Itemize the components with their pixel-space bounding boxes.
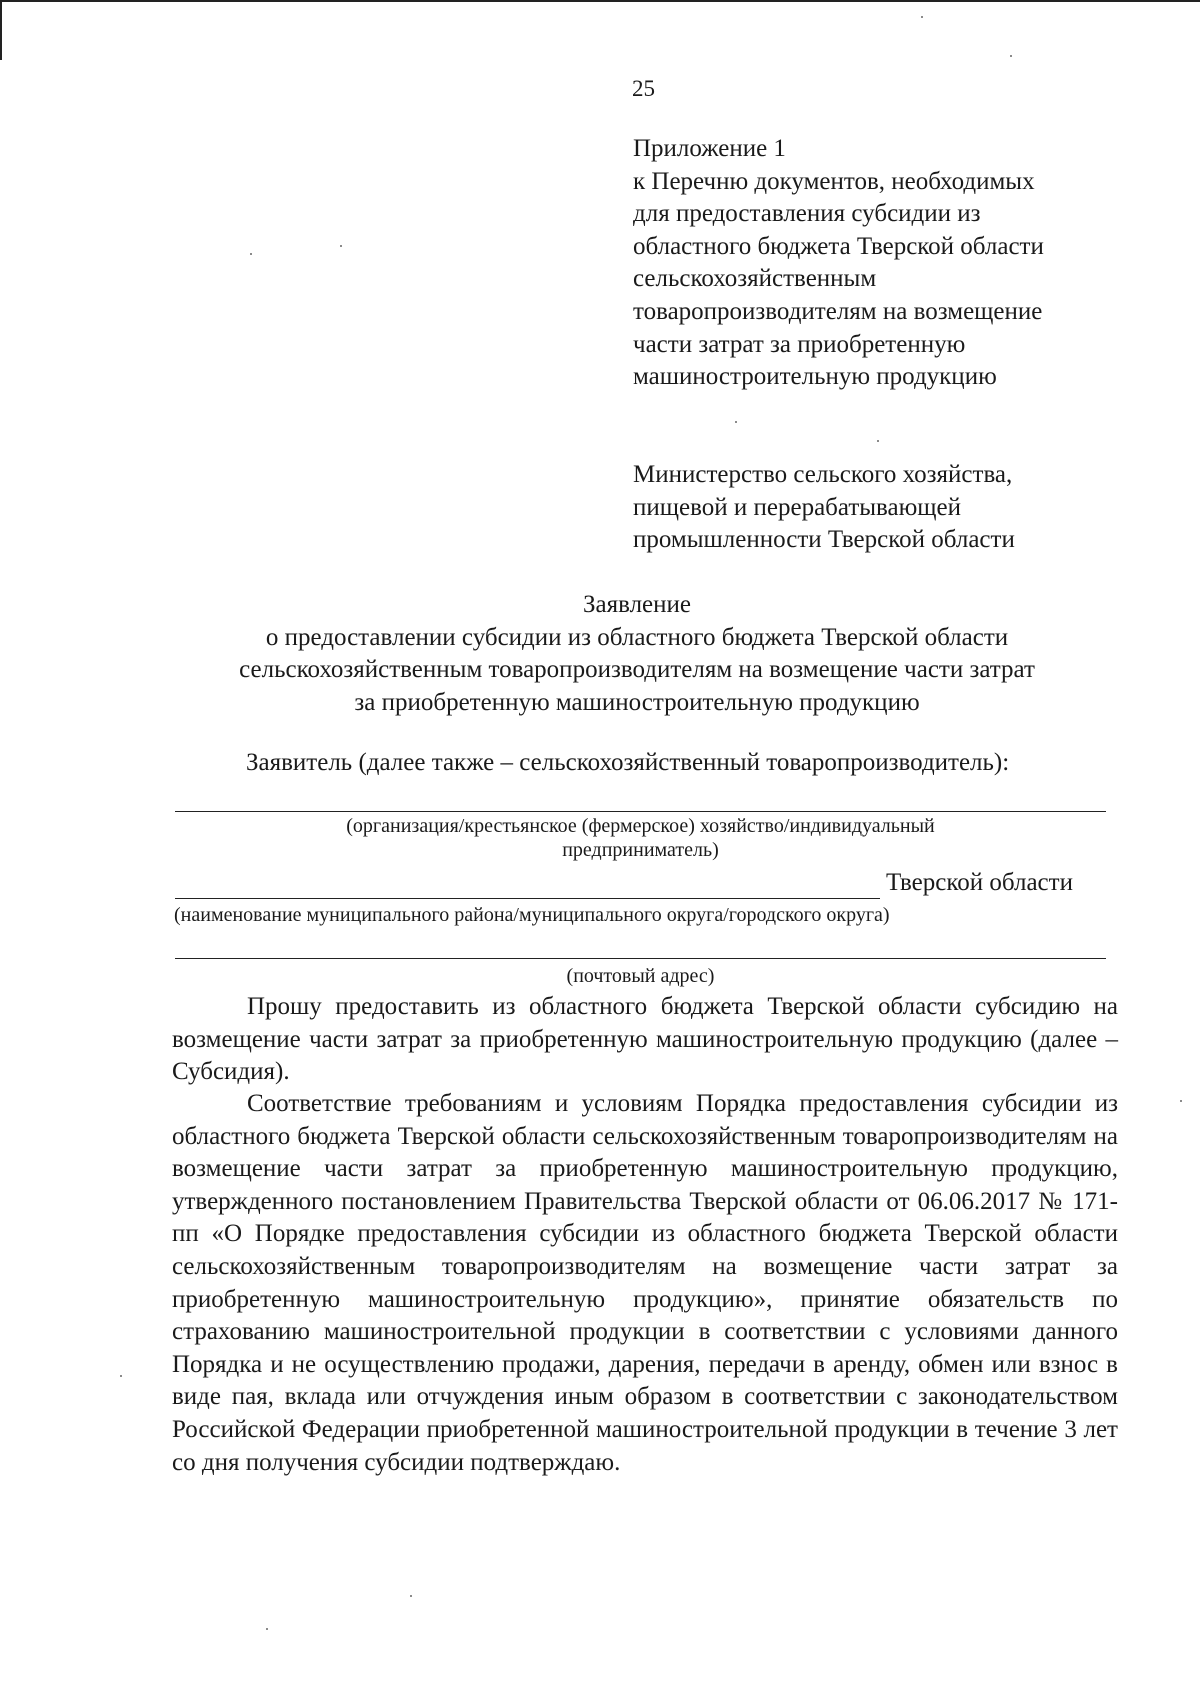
addressee-line: пищевой и перерабатывающей [633, 493, 962, 521]
compliance-paragraph: Соответствие требованиям и условиям Порядка предоставления субсидии из областного бюджета Тверской области сельскохозяйственным товаропроизводителям на возмещение части затрат за приобретенную машиностроительную продукцию, утвержденного постановлением Правительства Тверской области от 06.06.2017 № 171-пп «О Порядке предоставления субсидии из областного бюджета Тверской области сельскохозяйственным товаропроизводителям на возмещение части затрат за приобретенную машиностроительную продукцию», принятие обязательств по страхованию машиностроительной продукции в соответствии с условиями данного Порядка и не осуществлению продажи, дарения, передачи в аренду, обмен или взнос в виде пая, вклада или отчуждения иным образом в соответствии с законодательством Российской Федерации приобретенной машиностроительной продукции в течение 3 лет со дня получения субсидии подтверждаю. [172, 1090, 1118, 1476]
municipality-field-line[interactable] [175, 898, 880, 899]
request-paragraph: Прошу предоставить из областного бюджета Тверской области субсидию на возмещение части затрат за приобретенную машиностроительную продукцию (далее – Субсидия). [172, 993, 1118, 1086]
statement-subtitle-line: за приобретенную машиностроительную продукцию [354, 688, 920, 716]
scan-speck [735, 421, 737, 423]
scan-speck [340, 245, 342, 247]
scan-speck [410, 1595, 412, 1597]
appendix-block [633, 133, 1133, 394]
appendix-line: части затрат за приобретенную [633, 330, 966, 358]
statement-subtitle-line: сельскохозяйственным товаропроизводителям на возмещение части затрат [239, 656, 1035, 684]
statement-heading: Заявление [582, 591, 692, 618]
appendix-line: для предоставления субсидии из [633, 200, 981, 228]
appendix-line: сельскохозяйственным [633, 265, 877, 293]
scan-speck [266, 1628, 268, 1630]
postal-address-caption: (почтовый адрес) [566, 965, 715, 987]
scan-speck [1180, 1100, 1182, 1102]
postal-address-field-line[interactable] [175, 958, 1106, 959]
scan-edge-top [0, 0, 1200, 2]
applicant-label: Заявитель (далее также – сельскохозяйственный товаропроизводитель): [246, 749, 1010, 776]
scan-edge-left [0, 0, 2, 60]
page-number: 25 [632, 76, 655, 101]
scan-speck [120, 1375, 122, 1377]
appendix-line: машиностроительную продукцию [633, 363, 997, 391]
organization-caption-line: (организация/крестьянское (фермерское) хозяйство/индивидуальный [346, 815, 935, 837]
addressee-block [633, 459, 1133, 557]
region-suffix: Тверской области [886, 869, 1073, 896]
addressee-line: промышленности Тверской области [633, 526, 1015, 554]
scan-speck [877, 440, 879, 442]
organization-caption [175, 814, 1106, 862]
scan-speck [921, 16, 923, 18]
appendix-title: Приложение 1 [633, 135, 786, 162]
organization-field-line[interactable] [175, 811, 1106, 812]
scan-speck [250, 253, 252, 255]
municipality-caption: (наименование муниципального района/муниципального округа/городского округа) [174, 904, 890, 926]
statement-subtitle-line: о предоставлении субсидии из областного бюджета Тверской области [265, 623, 1009, 651]
addressee-line: Министерство сельского хозяйства, [633, 461, 1013, 488]
statement-title-block [172, 589, 1102, 719]
appendix-line: областного бюджета Тверской области [633, 232, 1044, 260]
appendix-line: товаропроизводителям на возмещение [633, 297, 1043, 325]
organization-caption-line: предприниматель) [562, 839, 719, 861]
scan-speck [1010, 55, 1012, 57]
appendix-line: к Перечню документов, необходимых [633, 167, 1035, 195]
